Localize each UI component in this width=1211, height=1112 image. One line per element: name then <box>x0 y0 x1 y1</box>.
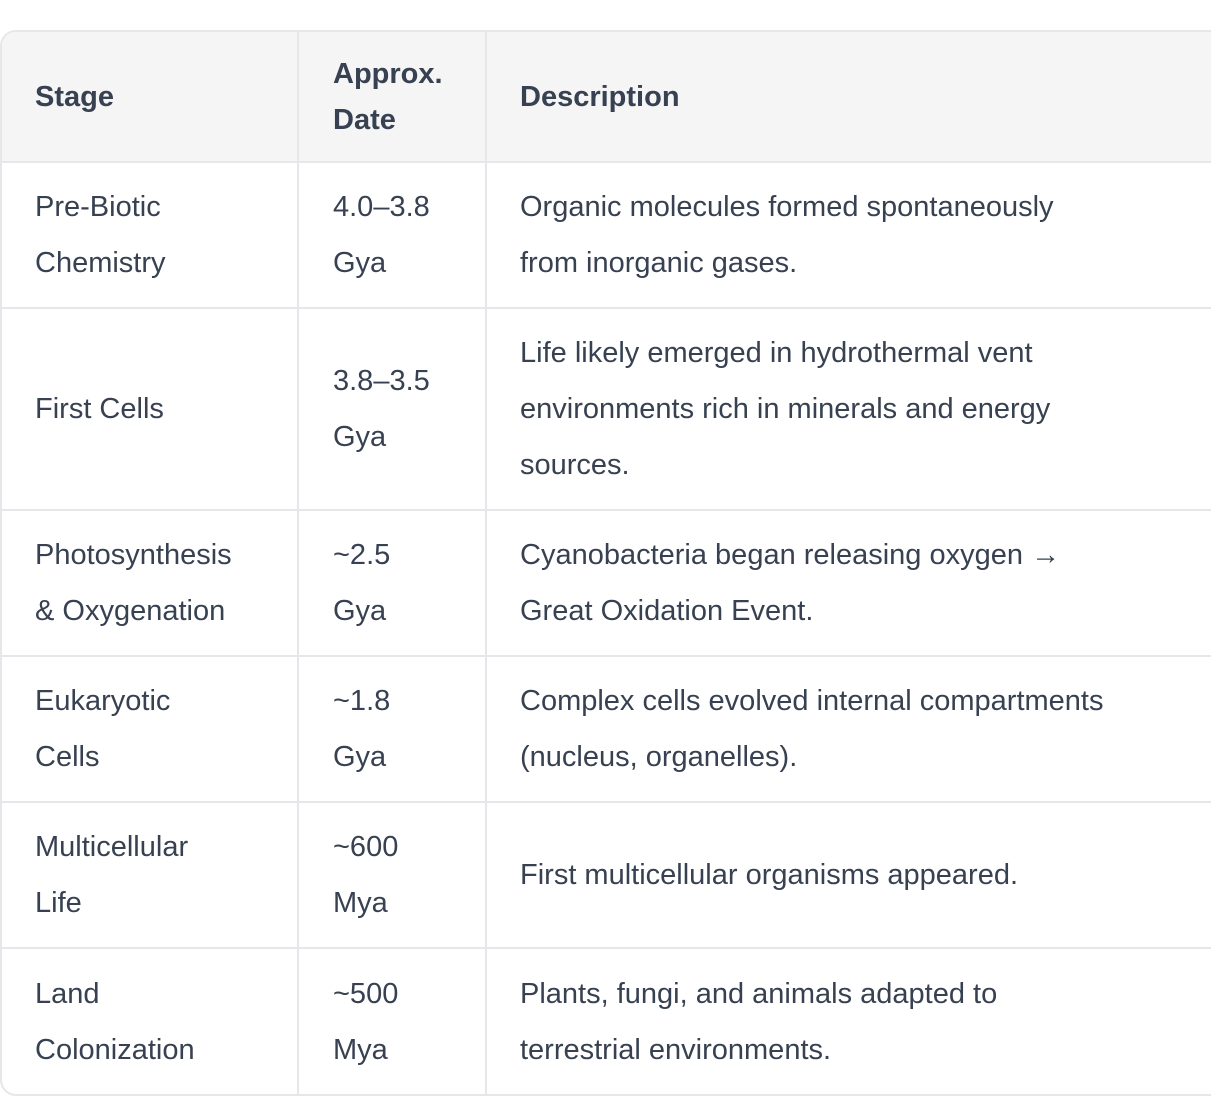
date-text: Mya <box>333 1033 388 1066</box>
table-row <box>2 162 1211 308</box>
stage-text: Colonization <box>35 1033 195 1066</box>
date-text: Gya <box>333 247 387 279</box>
description-cell <box>486 308 1211 510</box>
stage-text: Pre-Biotic <box>35 191 161 223</box>
header-description-label: Description <box>520 80 680 113</box>
table-row <box>2 510 1211 656</box>
date-text: Gya <box>333 741 387 773</box>
stage-cell <box>2 308 298 510</box>
description-text: First multicellular organisms appeared. <box>520 859 1019 891</box>
date-text: Gya <box>333 595 387 627</box>
stage-cell <box>2 802 298 948</box>
date-cell <box>298 162 486 308</box>
description-text: from inorganic gases. <box>520 247 798 279</box>
description-text: Cyanobacteria began releasing oxygen → <box>520 539 1061 571</box>
stage-cell <box>2 948 298 1094</box>
description-text: Complex cells evolved internal compartments <box>520 685 1104 717</box>
stage-text: Land <box>35 977 100 1010</box>
description-text: Great Oxidation Event. <box>520 595 814 627</box>
stage-text: Life <box>35 887 82 919</box>
date-text: ~1.8 <box>333 685 391 717</box>
date-cell <box>298 802 486 948</box>
table-body <box>2 162 1211 1094</box>
description-text: terrestrial environments. <box>520 1033 832 1066</box>
header-row <box>2 32 1211 162</box>
description-cell <box>486 948 1211 1094</box>
date-text: Gya <box>333 421 387 453</box>
stage-cell <box>2 656 298 802</box>
header-description <box>486 32 1211 162</box>
header-date-label-line1: Approx. <box>333 57 443 90</box>
header-stage-label: Stage <box>35 80 114 113</box>
description-cell <box>486 510 1211 656</box>
description-cell <box>486 656 1211 802</box>
description-text: Organic molecules formed spontaneously <box>520 191 1054 223</box>
table-row <box>2 948 1211 1094</box>
table-row <box>2 308 1211 510</box>
stage-text: & Oxygenation <box>35 595 226 627</box>
header-approx-date <box>298 32 486 162</box>
description-text: environments rich in minerals and energy <box>520 393 1051 425</box>
date-text: ~500 <box>333 977 399 1010</box>
stage-text: Eukaryotic <box>35 685 171 717</box>
date-text: 4.0–3.8 <box>333 191 430 223</box>
date-cell <box>298 510 486 656</box>
date-text: ~600 <box>333 831 399 863</box>
date-cell <box>298 308 486 510</box>
date-text: Mya <box>333 887 388 919</box>
date-cell <box>298 656 486 802</box>
stage-text: Cells <box>35 741 100 773</box>
table-header <box>2 32 1211 162</box>
date-text: 3.8–3.5 <box>333 365 430 397</box>
table <box>2 32 1211 1094</box>
table-row <box>2 802 1211 948</box>
table-row <box>2 656 1211 802</box>
evolution-stages-table <box>0 30 1211 1096</box>
stage-cell <box>2 162 298 308</box>
stage-text: Photosynthesis <box>35 539 232 571</box>
date-text: ~2.5 <box>333 539 391 571</box>
description-text: Life likely emerged in hydrothermal vent <box>520 337 1033 369</box>
description-text: Plants, fungi, and animals adapted to <box>520 977 998 1010</box>
stage-text: First Cells <box>35 393 164 425</box>
description-cell <box>486 162 1211 308</box>
stage-text: Multicellular <box>35 831 189 863</box>
description-text: (nucleus, organelles). <box>520 741 798 773</box>
date-cell <box>298 948 486 1094</box>
stage-text: Chemistry <box>35 247 166 279</box>
header-date-label-line2: Date <box>333 103 396 136</box>
header-stage <box>2 32 298 162</box>
stage-cell <box>2 510 298 656</box>
description-text: sources. <box>520 449 630 481</box>
description-cell <box>486 802 1211 948</box>
